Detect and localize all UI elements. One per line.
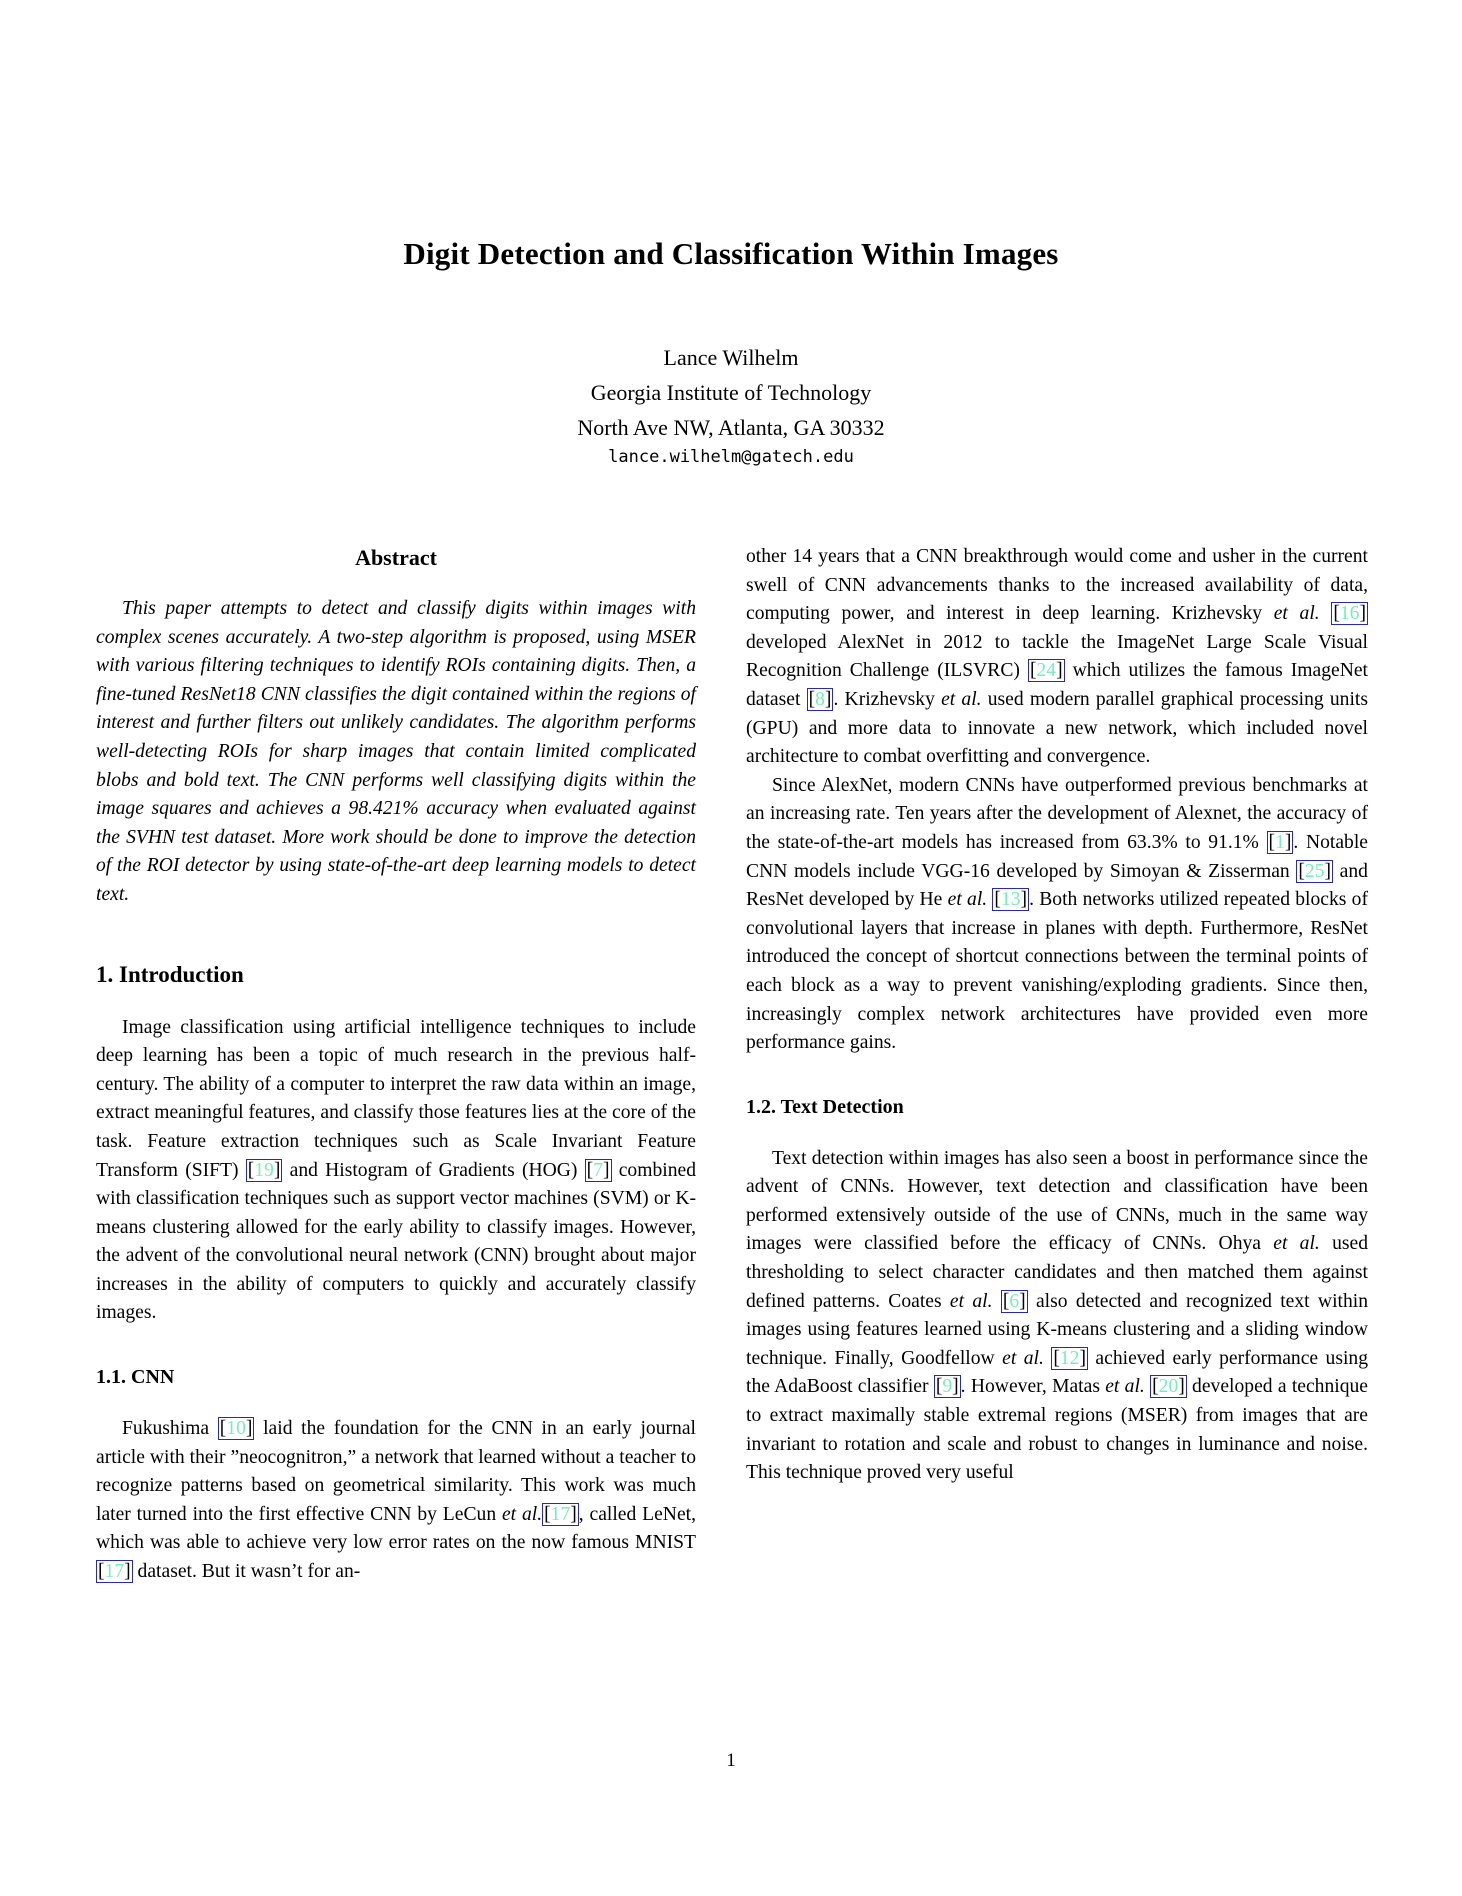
citation-number: 8 — [815, 688, 825, 710]
citation-number: 17 — [550, 1503, 571, 1525]
paragraph: other 14 years that a CNN breakthrough would come and usher in the current swell of CNN advancements thanks to the increased availability of data, computing power, and interest in deep learning. Krizhevsky et al. [16] developed AlexNet in 2012 to tackle the ImageNet Large Scale Visual Recognition Challenge (ILSVRC) [24] which utilizes the famous ImageNet dataset [8] . Krizhevsky et al. used modern parallel graphical processing units (GPU) and more data to innovate a new network, which included novel architecture to combat overfitting and convergence. — [746, 546, 1368, 768]
citation-link[interactable]: [9] — [935, 1376, 959, 1398]
citation-number: 7 — [593, 1159, 603, 1181]
citation-number: 16 — [1339, 603, 1360, 625]
citation-link[interactable]: [17] — [98, 1561, 131, 1583]
citation-number: 19 — [254, 1159, 274, 1181]
page-number: 1 — [726, 1750, 736, 1771]
citation-link[interactable]: [20] — [1152, 1376, 1185, 1398]
italic-text: et al. — [1273, 1233, 1320, 1255]
citation-link[interactable]: [12] — [1053, 1347, 1086, 1369]
author-block — [0, 340, 1462, 445]
paper-title: Digit Detection and Classification Within Images — [403, 236, 1059, 271]
citation-link[interactable]: [7] — [586, 1159, 610, 1181]
italic-text: et al. — [941, 688, 982, 710]
citation-number: 13 — [1000, 889, 1021, 911]
author-email: lance.wilhelm@gatech.edu — [608, 447, 854, 467]
author-address: North Ave NW, Atlanta, GA 30332 — [577, 415, 885, 440]
citation-number: 6 — [1009, 1290, 1020, 1312]
citation-number: 9 — [942, 1376, 953, 1398]
two-column-body — [96, 543, 1368, 1587]
paragraph: Image classification using artificial intelligence techniques to include deep learning has been a topic of much research in the previous half-century. The ability of a computer to interpret the raw data within an image, extract meaningful features, and classify those features lies at the core of the task. Feature extraction techniques such as Scale Invariant Feature Transform (SIFT) [19] and Histogram of Gradients (HOG) [7] combined with classification techniques such as support vector machines (SVM) or K-means clustering allowed for the early ability to classify images. However, the advent of the convolutional neural network (CNN) brought about major increases in the ability of computers to quickly and accurately classify images. — [96, 1016, 696, 1324]
column-left — [96, 543, 696, 1587]
citation-link[interactable]: [24] — [1029, 660, 1063, 682]
citation-link[interactable]: [1] — [1268, 831, 1292, 853]
italic-text: et al. — [1105, 1376, 1145, 1398]
citation-link[interactable]: [8] — [808, 688, 832, 710]
subsection-heading: 1.2. Text Detection — [746, 1095, 904, 1118]
column-right — [746, 543, 1368, 1488]
citation-number: 1 — [1275, 831, 1285, 853]
citation-number: 17 — [104, 1561, 125, 1583]
paragraph: This paper attempts to detect and classify digits within images with complex scenes accurately. A two-step algorithm is proposed, using MSER with various filtering techniques to identify ROIs containing digits. Then, a fine-tuned ResNet18 CNN classifies the digit contained within the regions of interest and further filters out unlikely candidates. The algorithm performs well-detecting ROIs for sharp images that contain limited complicated blobs and bold text. The CNN performs well classifying digits within the image squares and achieves a 98.421% accuracy when evaluated against the SVHN test dataset. More work should be done to improve the detection of the ROI detector by using state-of-the-art deep learning models to detect text. — [96, 598, 696, 905]
citation-number: 24 — [1036, 660, 1057, 682]
italic-text: et al. — [1002, 1347, 1044, 1369]
italic-text: et al. — [949, 1290, 993, 1312]
citation-number: 12 — [1059, 1347, 1080, 1369]
citation-link[interactable]: [25] — [1298, 860, 1332, 882]
citation-link[interactable]: [6] — [1002, 1290, 1026, 1312]
citation-number: 20 — [1158, 1376, 1179, 1398]
paragraph: Text detection within images has also seen a boost in performance since the advent of CNNs. However, text detection and classification have been performed extensively outside of the use of CNNs, much in the same way images were classified before the efficacy of CNNs. Ohya et al. used thresholding to select character candidates and then matched them against defined patterns. Coates et al. [6] also detected and recognized text within images using features learned using K-means clustering and a sliding window technique. Finally, Goodfellow et al. [12] achieved early performance using the AdaBoost classifier [9] . However, Matas et al. [20] developed a technique to extract maximally stable extremal regions (MSER) from images that are invariant to rotation and scale and robust to changes in luminance and noise. This technique proved very useful — [746, 1147, 1368, 1484]
author-name: Lance Wilhelm — [663, 345, 799, 370]
section-heading: 1. Introduction — [96, 961, 244, 987]
italic-text: et al. — [947, 889, 988, 911]
subsection-heading: 1.1. CNN — [96, 1366, 175, 1389]
citation-link[interactable]: [16] — [1333, 603, 1366, 625]
italic-text: et al. — [501, 1503, 543, 1525]
citation-link[interactable]: [13] — [994, 889, 1028, 911]
citation-link[interactable]: [10] — [219, 1418, 253, 1440]
citation-number: 10 — [226, 1418, 246, 1440]
abstract-heading: Abstract — [355, 545, 437, 570]
paragraph: Since AlexNet, modern CNNs have outperformed previous benchmarks at an increasing rate. Ten years after the development of Alexnet, the accuracy of the state-of-the-art models has increased from 63.3% to 91.1% [1] . Notable CNN models include VGG-16 developed by Simoyan & Zisserman [25] and ResNet developed by He et al. [13] . Both networks utilized repeated blocks of convolutional layers that increase in planes with depth. Furthermore, ResNet introduced the concept of shortcut connections between the terminal points of each block as a way to prevent vanishing/exploding gradients. Since then, increasingly complex network architectures have provided even more performance gains. — [746, 774, 1368, 1054]
paragraph: Fukushima [10] laid the foundation for the CNN in an early journal article with their ”neocognitron,” a network that learned without a teacher to recognize patterns based on geometrical similarity. This work was much later turned into the first effective CNN by LeCun et al. [17] , called LeNet, which was able to achieve very low error rates on the now famous MNIST [17] dataset. But it wasn’t for an- — [96, 1418, 696, 1583]
italic-text: et al. — [1273, 603, 1320, 625]
citation-link[interactable]: [19] — [247, 1159, 281, 1181]
author-affiliation: Georgia Institute of Technology — [590, 380, 872, 405]
citation-link[interactable]: [17] — [544, 1503, 577, 1525]
citation-number: 25 — [1304, 860, 1325, 882]
